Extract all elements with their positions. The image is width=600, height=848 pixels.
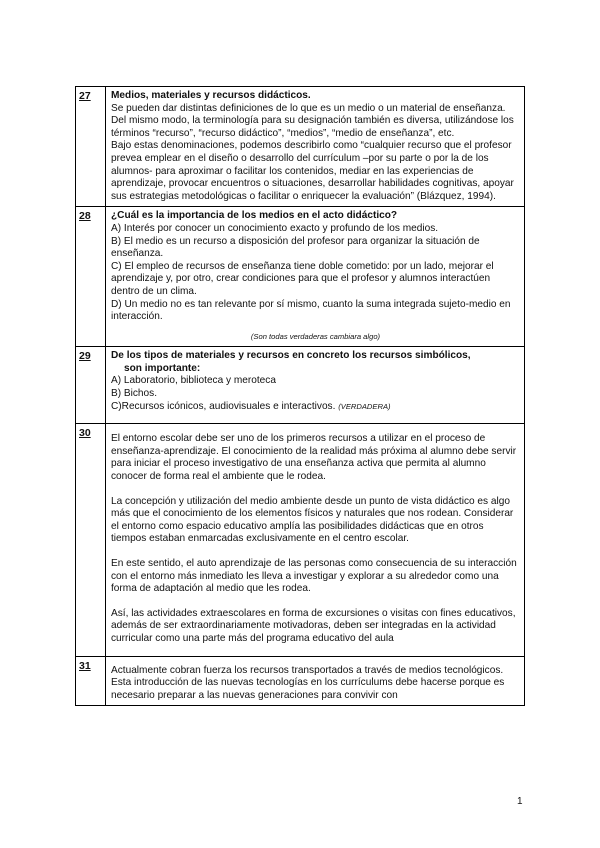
option-d: D) Un medio no es tan relevante por sí mismo, cuanto la suma integrada sujeto-medio en interacción. (111, 298, 511, 323)
paragraph: En este sentido, el auto aprendizaje de las personas como consecuencia de su interacción con el entorno más inmediato les lleva a investigar y explorar a su alrededor como una forma de adaptación al medio que les rodea. (111, 558, 517, 595)
question-table (75, 86, 525, 706)
answer-mark: (VERDADERA) (338, 401, 391, 411)
question-body (106, 424, 525, 656)
option-b: B) El medio es un recurso a disposición del profesor para organizar la situación de enseñanza. (111, 235, 480, 260)
question-body (106, 87, 525, 207)
page-number: 1 (517, 796, 523, 807)
paragraph: La concepción y utilización del medio ambiente desde un punto de vista didáctico es algo más que el conocimiento de los elementos físicos y naturales que nos rodean. Considerar el entorno como espacio educativo amplía las posibilidades didácticas que en otros tiempos estaban enmarcadas exclusivamente en el centro escolar. (111, 495, 514, 545)
option-c: C)Recursos icónicos, audiovisuales e interactivos. (111, 400, 336, 412)
option-c: C) El empleo de recursos de enseñanza tiene doble cometido: por un lado, mejorar el aprendizaje y, por otro, crear condiciones para que el profesor y alumnos interactúen dentro de un clima. (111, 260, 494, 297)
question-row-30 (76, 424, 525, 656)
question-row-28 (76, 207, 525, 347)
question-title: Medios, materiales y recursos didácticos. (111, 90, 311, 101)
option-a: A) Laboratorio, biblioteca y meroteca (111, 375, 276, 387)
question-row-31 (76, 656, 525, 706)
paragraph: El entorno escolar debe ser uno de los primeros recursos a utilizar en el proceso de enseñanza-aprendizaje. El conocimiento de la realidad más próxima al alumno debe servir para iniciar el proceso investigativo de una enseñanza activa que permita al alumno conocer de forma real el ambiente que le rodea. (111, 433, 517, 483)
paragraph: Así, las actividades extraescolares en forma de excursiones o visitas con fines educativos, además de ser extraordinariamente motivadoras, deben ser integradas en la actividad curricular como una parte más del programa educativo del aula (111, 607, 516, 644)
question-row-27 (76, 87, 525, 207)
question-number: 27 (76, 87, 106, 207)
question-table-wrapper (75, 86, 525, 706)
paragraph: Se pueden dar distintas definiciones de lo que es un medio o un material de enseñanza. Del mismo modo, la terminología para su designación también es diversa, utilizándose los términos “recurso”, “recurso didáctico”, “medios”, “medio de enseñanza”, etc. (111, 102, 514, 139)
question-title-continued: son importante: (124, 362, 201, 374)
option-c-line (111, 401, 520, 414)
question-number: 28 (76, 207, 106, 347)
question-row-29 (76, 347, 525, 424)
answer-note: (Son todas verdaderas cambiara algo) (250, 331, 381, 341)
question-title: De los tipos de materiales y recursos en concreto los recursos simbólicos, (111, 350, 471, 362)
question-body (106, 347, 525, 424)
option-b: B) Bichos. (111, 388, 157, 400)
question-body (106, 207, 525, 347)
question-title: ¿Cuál es la importancia de los medios en el acto didáctico? (111, 210, 398, 222)
question-body (106, 656, 525, 706)
question-number: 31 (76, 656, 106, 706)
question-number: 30 (76, 424, 106, 656)
paragraph: Actualmente cobran fuerza los recursos transportados a través de medios tecnológicos. Esta introducción de las nuevas tecnologías en los currículums debe hacerse porque es necesario preparar a las nuevas generaciones para convivir con (111, 664, 505, 701)
option-a: A) Interés por conocer un conocimiento exacto y profundo de los medios. (111, 222, 439, 234)
paragraph: Bajo estas denominaciones, podemos describirlo como “cualquier recurso que el profesor prevea emplear en el diseño o desarrollo del currículum –por su parte o por la de los alumnos- para aproximar o facilitar los contenidos, mediar en las experiencias de aprendizaje, provocar encuentros o situaciones, desarrollar habilidades cognitivas, apoyar sus estrategias metodológicas o facilitar o enriquecer la evaluación” (Blázquez, 1994). (111, 140, 514, 202)
question-number: 29 (76, 347, 106, 424)
